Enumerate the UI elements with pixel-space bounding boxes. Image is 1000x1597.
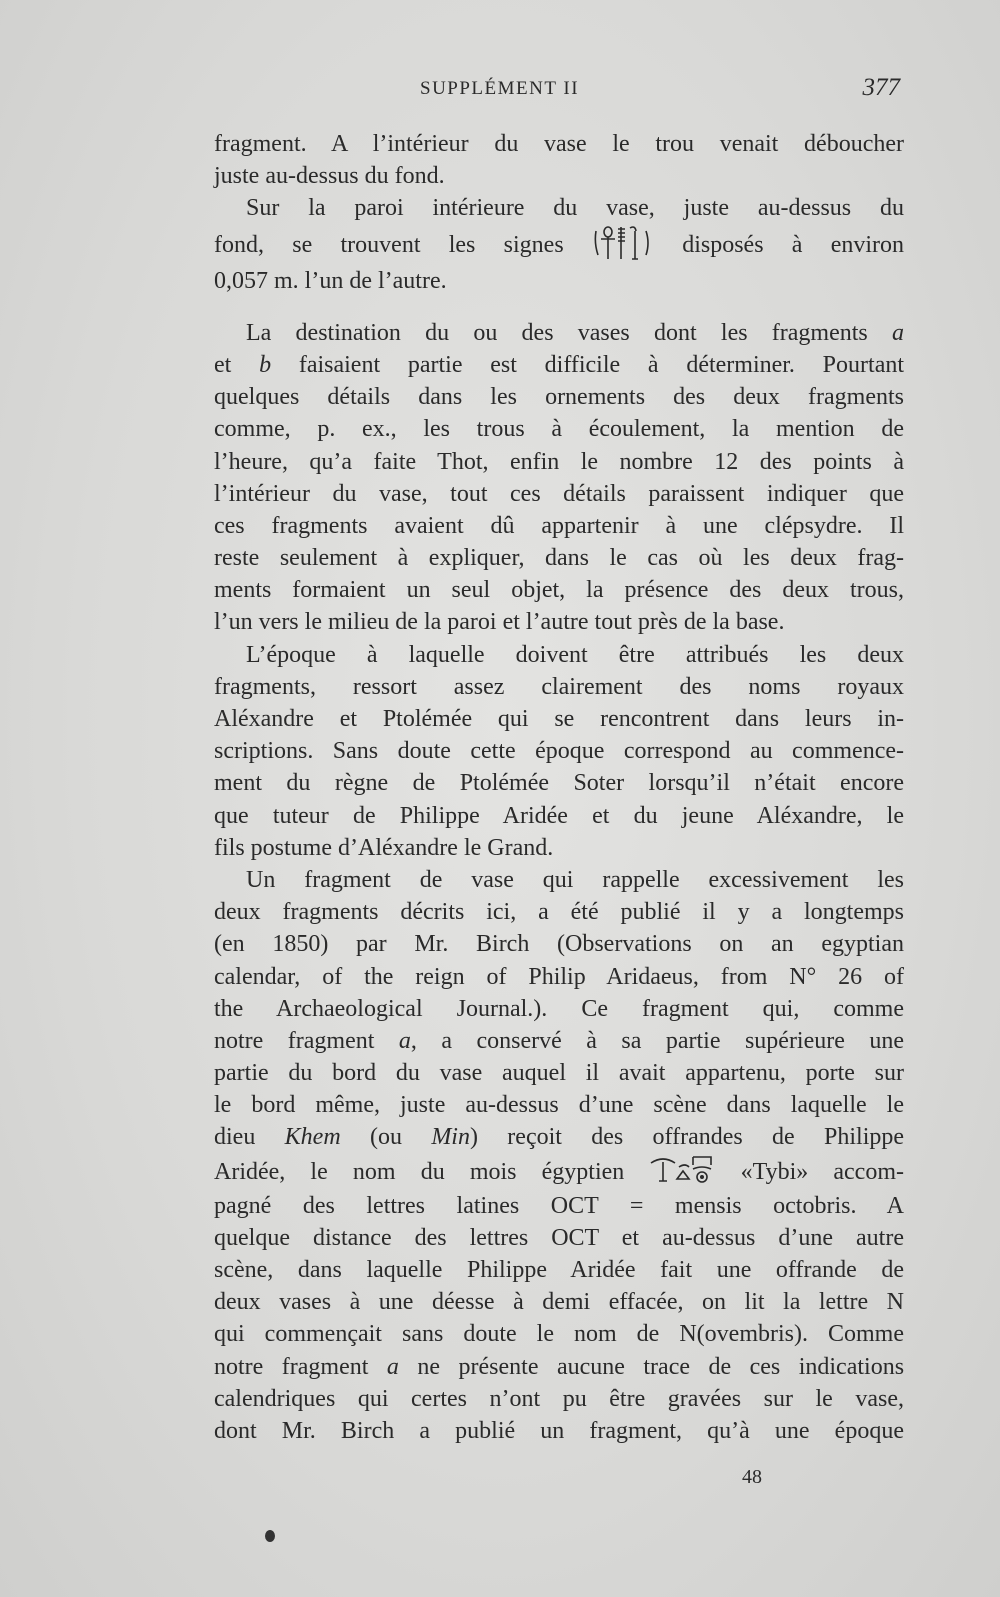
ankh-djed-was-hieroglyphs-icon	[592, 223, 654, 263]
text-line: (en 1850) par Mr. Birch (Observations on an egyptian	[214, 931, 904, 958]
text-line	[214, 225, 904, 265]
text-line: comme, p. ex., les trous à écoulement, la mention de	[214, 416, 904, 443]
text-line	[214, 1351, 904, 1383]
text-fragment: notre fragment	[214, 1353, 369, 1380]
running-head-title: SUPPLÉMENT II	[420, 78, 580, 99]
text-line: le bord même, juste au-dessus d’une scène dans laquelle le	[214, 1092, 904, 1119]
italic-letter-a: a	[892, 319, 904, 346]
italic-letter-a: a	[386, 1353, 399, 1380]
text-line: partie du bord du vase auquel il avait appartenu, porte sur	[214, 1060, 904, 1087]
body-text	[214, 128, 904, 1447]
text-fragment: ) reçoit des offrandes de Philippe	[469, 1124, 905, 1151]
text-line	[214, 317, 904, 349]
italic-khem: Khem	[284, 1124, 341, 1151]
running-head	[210, 74, 900, 114]
text-line: deux vases à une déesse à demi effacée, on lit la lettre N	[214, 1289, 904, 1316]
signature-mark: 48	[742, 1466, 762, 1488]
text-line: 0,057 m. l’un de l’autre.	[214, 267, 447, 294]
italic-letter-a: a	[398, 1027, 411, 1054]
text-fragment: faisaient partie est difficile à déterminer. Pourtant	[298, 351, 905, 378]
ink-speck	[265, 1530, 275, 1542]
page-number: 377	[862, 74, 900, 101]
text-line: calendar, of the reign of Philip Aridaeus, from N° 26 of	[214, 963, 904, 990]
text-fragment: dieu	[214, 1124, 256, 1151]
text-line: Sur la paroi intérieure du vase, juste au-dessus du	[246, 195, 904, 222]
text-fragment: notre fragment	[214, 1027, 375, 1054]
text-fragment: Aridée, le nom du mois égyptien	[214, 1158, 625, 1185]
text-line	[214, 1154, 904, 1190]
text-line: l’heure, qu’a faite Thot, enfin le nombre 12 des points à	[214, 448, 904, 475]
text-line: juste au-dessus du fond.	[214, 163, 445, 190]
text-line: quelque distance des lettres OCT et au-dessus d’une autre	[214, 1224, 904, 1251]
text-line: the Archaeological Journal.). Ce fragment qui, comme	[214, 995, 904, 1022]
text-line: ces fragments avaient dû appartenir à une clépsydre. Il	[214, 512, 904, 539]
text-line: pagné des lettres latines OCT = mensis octobris. A	[214, 1192, 904, 1219]
text-line: que tuteur de Philippe Aridée et du jeune Aléxandre, le	[214, 802, 904, 829]
text-line	[214, 349, 904, 381]
text-line: scriptions. Sans doute cette époque correspond au commence-	[214, 738, 904, 765]
text-line: l’un vers le milieu de la paroi et l’autre tout près de la base.	[214, 609, 785, 636]
text-line: scène, dans laquelle Philippe Aridée fait une offrande de	[214, 1257, 904, 1283]
text-line: L’époque à laquelle doivent être attribués les deux	[246, 641, 904, 668]
text-line: Aléxandre et Ptolémée qui se rencontrent dans leurs in-	[214, 706, 904, 732]
text-fragment: ne présente aucune trace de ces indications	[417, 1353, 905, 1380]
text-fragment: fond, se trouvent les signes	[214, 231, 564, 258]
text-fragment: , a conservé à sa partie supérieure une	[410, 1027, 905, 1054]
tybi-month-hieroglyphs-icon	[649, 1153, 715, 1185]
text-line: fragment. A l’intérieur du vase le trou venait déboucher	[214, 131, 904, 157]
italic-letter-b: b	[259, 351, 272, 378]
text-line: deux fragments décrits ici, a été publié il y a longtemps	[214, 899, 904, 926]
text-fragment: «Tybi» accom-	[740, 1158, 904, 1185]
text-fragment: La destination du ou des vases dont les fragments	[246, 319, 868, 346]
text-line: dont Mr. Birch a publié un fragment, qu’à une époque	[214, 1417, 904, 1444]
text-fragment: et	[214, 351, 232, 378]
text-line: fragments, ressort assez clairement des noms royaux	[214, 673, 904, 700]
text-line: quelques détails dans les ornements des deux fragments	[214, 384, 904, 411]
text-line: qui commençait sans doute le nom de N(ovembris). Comme	[214, 1321, 904, 1348]
text-line: calendriques qui certes n’ont pu être gravées sur le vase,	[214, 1385, 904, 1412]
text-fragment: disposés à environ	[682, 231, 905, 258]
text-line: ment du règne de Ptolémée Soter lorsqu’il n’était encore	[214, 770, 904, 797]
text-line: fils postume d’Aléxandre le Grand.	[214, 834, 554, 861]
text-line: l’intérieur du vase, tout ces détails paraissent indiquer que	[214, 480, 904, 507]
text-line: Un fragment de vase qui rappelle excessivement les	[246, 866, 904, 893]
italic-min: Min	[431, 1124, 470, 1151]
text-line	[214, 1025, 904, 1057]
text-line: ments formaient un seul objet, la présence des deux trous,	[214, 577, 904, 604]
text-fragment: (ou	[369, 1124, 402, 1151]
text-line: reste seulement à expliquer, dans le cas où les deux frag-	[214, 545, 904, 572]
text-line	[214, 1121, 904, 1153]
